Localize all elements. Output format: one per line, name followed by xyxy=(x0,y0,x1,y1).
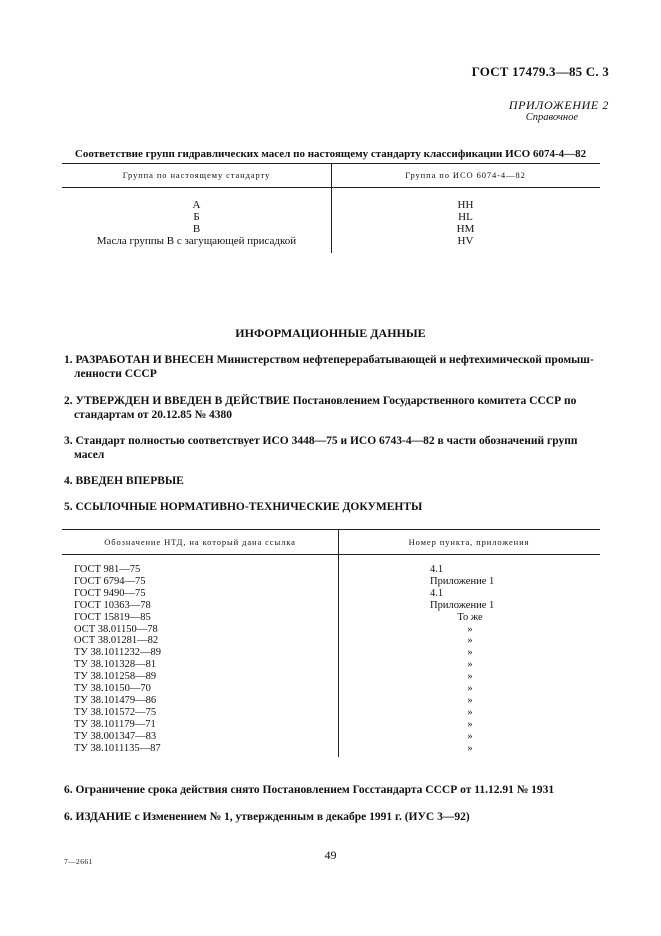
appendix-subtitle: Справочное xyxy=(525,112,578,123)
table2-row-document: ТУ 38.1011232—89 xyxy=(74,647,161,659)
table2-row-clause: Приложение 1 xyxy=(430,599,495,611)
table2-row-clause: » xyxy=(467,742,473,754)
info-item-4: 4. ВВЕДЕН ВПЕРВЫЕ xyxy=(64,475,184,487)
table2-row-document: ГОСТ 6794—75 xyxy=(74,575,146,587)
table2-row-clause: » xyxy=(467,671,473,683)
table2-row-clause: То же xyxy=(457,611,483,623)
table2-row-clause: » xyxy=(467,730,473,742)
table2-row-document: ГОСТ 10363—78 xyxy=(74,599,151,611)
page-number: 49 xyxy=(324,848,337,862)
table1-title: Соответствие групп гидравлических масел по настоящему стандарту классификации ИСО 6074-4—82 xyxy=(74,148,587,160)
table1-row-left: Б xyxy=(193,211,200,223)
table2-row-document: ОСТ 38.01150—78 xyxy=(74,623,158,635)
table1-col-right-header: Группа по ИСО 6074-4—82 xyxy=(405,170,526,180)
table1-row-left: Масла группы В с загущающей присадкой xyxy=(96,235,297,247)
table2-row-clause: » xyxy=(467,623,473,635)
table2-row-document: ТУ 38.101258—89 xyxy=(74,671,157,683)
table2-row-clause: 4.1 xyxy=(430,587,444,599)
info-item-2-line2: стандартам от 20.12.85 № 4380 xyxy=(74,409,233,421)
table2-header-rule xyxy=(62,554,600,555)
document-number-header: ГОСТ 17479.3—85 С. 3 xyxy=(471,64,609,79)
table2-col-left-header: Обозначение НТД, на который дана ссылка xyxy=(104,537,296,547)
table2-row-document: ГОСТ 15819—85 xyxy=(74,611,151,623)
print-code: 7—2661 xyxy=(64,857,93,866)
info-item-3-line1: 3. Стандарт полностью соответствует ИСО 3448—75 и ИСО 6743-4—82 в части обозначений групп xyxy=(64,435,578,447)
table2-row-clause: » xyxy=(467,706,473,718)
table2-top-rule xyxy=(62,529,600,530)
table2-row-document: ТУ 38.101328—81 xyxy=(74,659,157,671)
info-item-5: 5. ССЫЛОЧНЫЕ НОРМАТИВНО-ТЕХНИЧЕСКИЕ ДОКУМЕНТЫ xyxy=(64,501,423,513)
info-item-1-line1: 1. РАЗРАБОТАН И ВНЕСЕН Министерством нефтеперерабатывающей и нефтехимической промыш- xyxy=(64,354,594,366)
table2-row-document: ТУ 38.001347—83 xyxy=(74,730,157,742)
table2-row-clause: » xyxy=(467,647,473,659)
table2-col-right-header: Номер пункта, приложения xyxy=(408,537,530,547)
table1-row-left: В xyxy=(192,223,201,235)
table2-row-clause: » xyxy=(467,683,473,694)
table2-row-document: ГОСТ 9490—75 xyxy=(74,587,146,599)
table1-header-rule xyxy=(62,187,600,188)
info-item-1 xyxy=(64,353,604,381)
table2-column-divider xyxy=(338,529,339,757)
table2-row-document: ТУ 38.1011135—87 xyxy=(74,742,161,754)
appendix-title: ПРИЛОЖЕНИЕ 2 xyxy=(508,98,609,112)
info-item-3 xyxy=(64,434,604,462)
info-section-title: ИНФОРМАЦИОННЫЕ ДАННЫЕ xyxy=(235,326,426,340)
info-item-6a: 6. Ограничение срока действия снято Постановлением Госстандарта СССР от 11.12.91 № 1931 xyxy=(64,784,555,796)
table1-row-left: А xyxy=(192,199,201,211)
table2-row-document: ГОСТ 981—75 xyxy=(74,564,141,575)
table1-row-right: HV xyxy=(457,235,474,247)
table1-row-right: HM xyxy=(456,223,475,235)
table2-row-document: ТУ 38.101572—75 xyxy=(74,706,157,718)
table1-row-right: HH xyxy=(457,199,474,211)
table2-row-clause: Приложение 1 xyxy=(430,575,495,587)
table2-row-document: ОСТ 38.01281—82 xyxy=(74,635,159,647)
table2-row-clause: » xyxy=(467,635,473,647)
table2-row-clause: » xyxy=(467,659,473,671)
table2-row-clause: 4.1 xyxy=(430,564,444,575)
table2-row-document: ТУ 38.10150—70 xyxy=(74,683,151,694)
table2-row-clause: » xyxy=(467,718,473,730)
info-item-6b: 6. ИЗДАНИЕ с Изменением № 1, утвержденным в декабре 1991 г. (ИУС 3—92) xyxy=(64,811,470,823)
info-item-2-line1: 2. УТВЕРЖДЕН И ВВЕДЕН В ДЕЙСТВИЕ Постановлением Государственного комитета СССР по xyxy=(64,395,577,407)
table1-col-left-header: Группа по настоящему стандарту xyxy=(122,170,271,180)
table2-row-clause: » xyxy=(467,694,473,706)
table2-row-document: ТУ 38.101179—71 xyxy=(74,718,156,730)
table2-row-document: ТУ 38.101479—86 xyxy=(74,694,157,706)
info-item-2 xyxy=(64,394,604,422)
info-item-1-line2: ленности СССР xyxy=(74,368,157,380)
info-item-3-line2: масел xyxy=(74,449,105,461)
table1-row-right: HL xyxy=(458,211,473,223)
